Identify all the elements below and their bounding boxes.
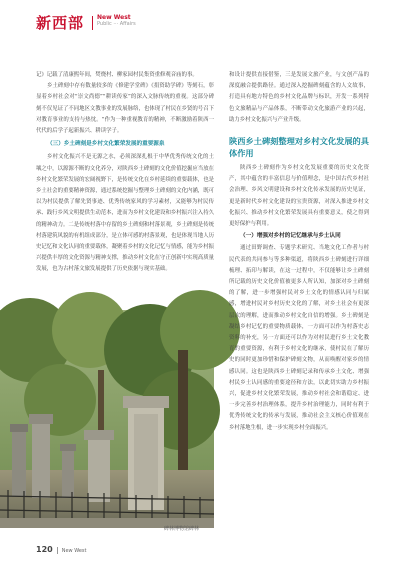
paragraph: 乡村文化振兴不是无源之水，必须深深扎根于中华优秀传统文化的土壤之中，以源源不断的文化养分，对陕西乡土碑刻的文化价值挖掘应当放在乡村文化繁荣发展的宏阔视野下，是传统文化在乡村延续的重要载体，也是乡土社会的重要精神资源，通过系统挖掘与整理乡土碑刻的文化内涵，既可以为村民提供了解先贤事迹、优秀传统家风的学习素材，又能够为村民传承、践行乡风文明提供生动范本，进而为乡村文化建设和乡村振兴注入持久的精神动力。二是传统村落中存留的乡土碑刻和村落景观，乡土碑刻是传统村落建筑风貌的有机组成部分，是立体可感的村落景观，也是体现当地人历史记忆和文化认同的重要载体，凝聚着乡村的文化记忆与情感，能为乡村振兴提供丰厚的文化资源与精神支撑，推动乡村文化在守正创新中实现高质量发展，也为古村落文旅发展提供了历史依据与现实基础。 [36, 154, 214, 273]
logo-en-subtitle: Public ··· Affairs [97, 21, 136, 27]
left-column [36, 70, 214, 273]
footer-divider [57, 547, 58, 554]
publication-name: New West [61, 548, 87, 554]
logo-divider [92, 16, 93, 30]
page-footer [36, 545, 87, 554]
paragraph: 通过田野调查、专题学术研究、当地文化工作者与村民代表的共同参与等多种渠道，将陕西乡土碑刻进行详细梳理、拓印与解读，在这一过程中，不仅能够让乡土碑刻所记载的历史文化价值被更多人所认知，加深对乡土碑刻的了解，进一步增强村民对乡土文化的情感认同与归属感，增进村民对乡村历史文化的了解，对乡土社会有更深层次的理解，进而推动乡村文化自信的增强。乡土碑刻是凝结乡村记忆的重要物质载体，一方面可以作为村落史志资料的补充，另一方面还可以作为对村民进行乡土文化教育的重要资源，有利于乡村文化的继承，使村民在了解历史的同时更加珍惜和保护碑刻文物，从而唤醒对家乡的情感认同。这也是陕西乡土碑刻记录和传承乡土文化、增强村民乡土认同感的重要途径和方法，以此切实助力乡村振兴，促进乡村文化繁荣发展，推动乡村社会和谐稳定、进一步完善乡村治理体系，提升乡村治理能力，同时有利于优秀传统文化的传承与发展，推动社会主义核心价值观在乡村落地生根，进一步实现乡村全面振兴。 [229, 245, 369, 431]
page-header [0, 0, 402, 44]
paragraph: 和设计提供直接借鉴，三是发展文旅产业，与文创产品的深度融合提供路径。通过深入挖掘碑刻蕴含的人文故事，打造具有地方特色的乡村文化品牌与标识，开发一系列特色文旅精品与产品体系，不断带动文化旅游产业的兴起，助力乡村文化振兴与产业升级。 [229, 72, 369, 123]
page-number: 120 [36, 545, 53, 554]
right-column [229, 70, 369, 443]
section-heading: 陕西乡土碑刻整理对乡村文化发展的具体作用 [229, 136, 369, 159]
paragraph: 陕西乡土碑刻作为乡村文化发展重要的历史文化资产，其中蕴含的丰富信息与价值理念，是中国古代乡村社会治理、乡风文明建设和乡村文化传承发展的历史见证，更是新时代乡村文化建设的宝贵资源，对深入推进乡村文化振兴、推动乡村文化繁荣发展具有重要意义，使之得到更好保护与利用。 [229, 165, 369, 228]
magazine-logo: 新西部 [36, 14, 85, 32]
paragraph: 记》记载了清康熙年间，焚烧村、柳家园村民集资重修观音庙的事。 [36, 72, 198, 78]
logo-en-title: New West [97, 14, 131, 21]
section-heading: （三）乡土碑刻是乡村文化繁荣发展的重要源泉 [47, 141, 165, 148]
paragraph: 乡土碑刻中存有数量较多的《修建学堂碑》《捐资助学碑》等刻石，彰显着乡村社会对“崇文尚德”“耕读传家”的深入文脉传统的重视。这部分碑刻不仅见证了不同地区文教事业的发展脉络，也体现了村民在乡贤的号召下对教育事业的支持与热忱。“作为一种重视教育的精神，不断激励着陕西一代代的后学子起新振兴、耕读学子。 [36, 83, 214, 135]
stele-photo-illustration [0, 310, 214, 528]
magazine-logo-en [97, 14, 136, 28]
stele-forest-photo [0, 310, 214, 528]
subsection-heading: （一）增强对乡村的记忆继承与乡土认同 [240, 233, 341, 240]
photo-caption: 碑林博物馆碑林 [164, 526, 200, 532]
